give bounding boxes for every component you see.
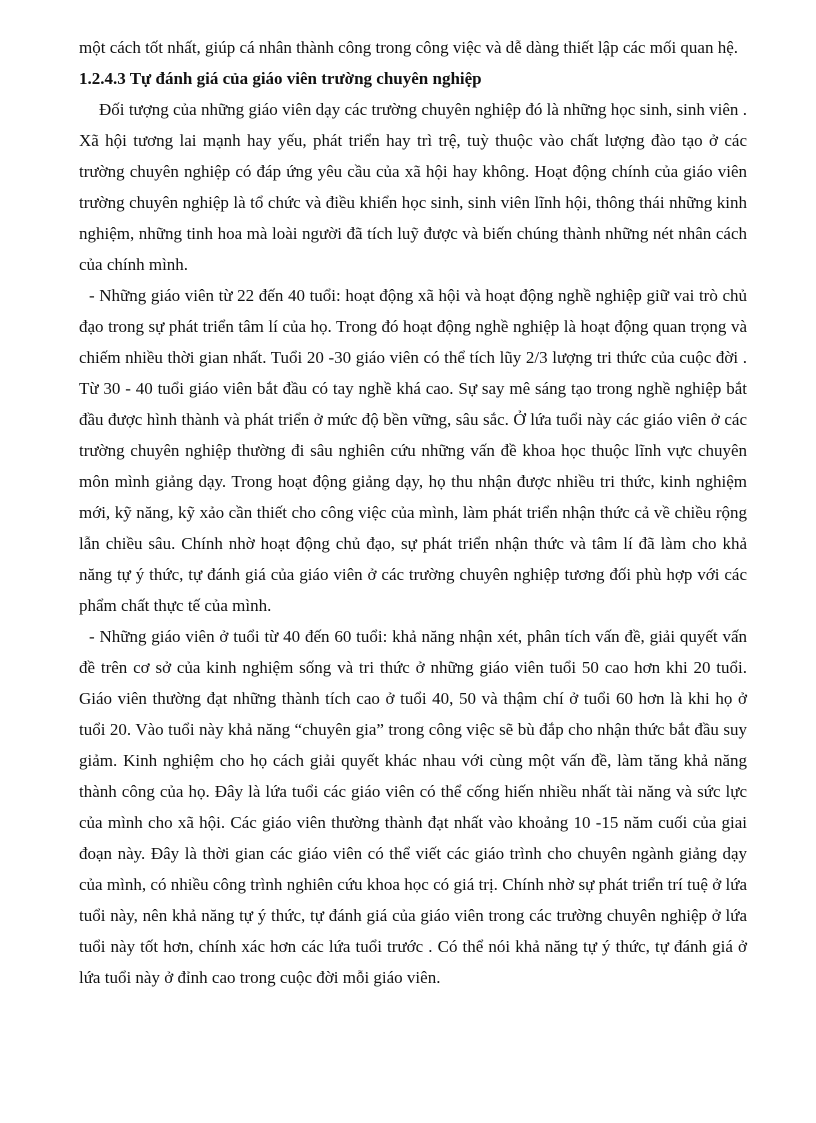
document-page — [79, 32, 747, 993]
paragraph-age-40-60: - Những giáo viên ở tuổi từ 40 đến 60 tuổi: khả năng nhận xét, phân tích vấn đề, giải quyết vấn đề trên cơ sở của kinh nghiệm sống và tri thức ở những giáo viên tuổi 50 cao hơn khi 20 tuổi. Giáo viên thường đạt những thành tích cao ở tuổi 40, 50 và thậm chí ở tuổi 60 hơn là khi họ ở tuổi 20. Vào tuổi này khả năng “chuyên gia” trong công việc sẽ bù đắp cho nhận thức bắt đầu suy giảm. Kinh nghiệm cho họ cách giải quyết khác nhau với cùng một vấn đề, làm tăng khả năng thành công của họ. Đây là lứa tuổi các giáo viên có thể cống hiến nhiều nhất tài năng và sức lực của mình cho xã hội. Các giáo viên thường thành đạt nhất vào khoảng 10 -15 năm cuối của giai đoạn này. Đây là thời gian các giáo viên có thể viết các giáo trình cho chuyên ngành giảng dạy của mình, có nhiều công trình nghiên cứu khoa học có giá trị. Chính nhờ sự phát triển trí tuệ ở lứa tuổi này, nên khả năng tự ý thức, tự đánh giá của giáo viên trong các trường chuyên nghiệp ở lứa tuổi này tốt hơn, chính xác hơn các lứa tuổi trước . Có thể nói khả năng tự ý thức, tự đánh giá ở lứa tuổi này ở đỉnh cao trong cuộc đời mỗi giáo viên. — [79, 627, 747, 987]
continuation-paragraph: một cách tốt nhất, giúp cá nhân thành công trong công việc và dễ dàng thiết lập các mối quan hệ. — [79, 38, 739, 57]
paragraph-intro: Đối tượng của những giáo viên dạy các trường chuyên nghiệp đó là những học sinh, sinh viên . Xã hội tương lai mạnh hay yếu, phát triển hay trì trệ, tuỳ thuộc vào chất lượng đào tạo ở các trường chuyên nghiệp có đáp ứng yêu cầu của xã hội hay không. Hoạt động chính của giáo viên trường chuyên nghiệp là tổ chức và điều khiển học sinh, sinh viên lĩnh hội, thông thái những kinh nghiệm, những tinh hoa mà loài người đã tích luỹ được và biến chúng thành những nét nhân cách của chính mình. — [79, 100, 747, 274]
paragraph-age-22-40: - Những giáo viên từ 22 đến 40 tuổi: hoạt động xã hội và hoạt động nghề nghiệp giữ vai trò chủ đạo trong sự phát triển tâm lí của họ. Trong đó hoạt động nghề nghiệp là hoạt động quan trọng và chiếm nhiều thời gian nhất. Tuổi 20 -30 giáo viên có thể tích lũy 2/3 lượng tri thức của cuộc đời . Từ 30 - 40 tuổi giáo viên bắt đầu có tay nghề khá cao. Sự say mê sáng tạo trong nghề nghiệp bắt đầu được hình thành và phát triển ở mức độ bền vững, sâu sắc. Ở lứa tuổi này các giáo viên ở các trường chuyên nghiệp thường đi sâu nghiên cứu những vấn đề khoa học thuộc lĩnh vực chuyên môn mình giảng dạy. Trong hoạt động giảng dạy, họ thu nhận được nhiều tri thức, kinh nghiệm mới, kỹ năng, kỹ xảo cần thiết cho công việc của mình, làm phát triển nhận thức cả về chiều rộng lẫn chiều sâu. Chính nhờ hoạt động chủ đạo, sự phát triển nhận thức và tâm lí đã làm cho khả năng tự ý thức, tự đánh giá của giáo viên ở các trường chuyên nghiệp tương đối phù hợp với các phẩm chất thực tế của mình. — [79, 286, 747, 615]
section-heading: 1.2.4.3 Tự đánh giá của giáo viên trường chuyên nghiệp — [79, 69, 482, 88]
